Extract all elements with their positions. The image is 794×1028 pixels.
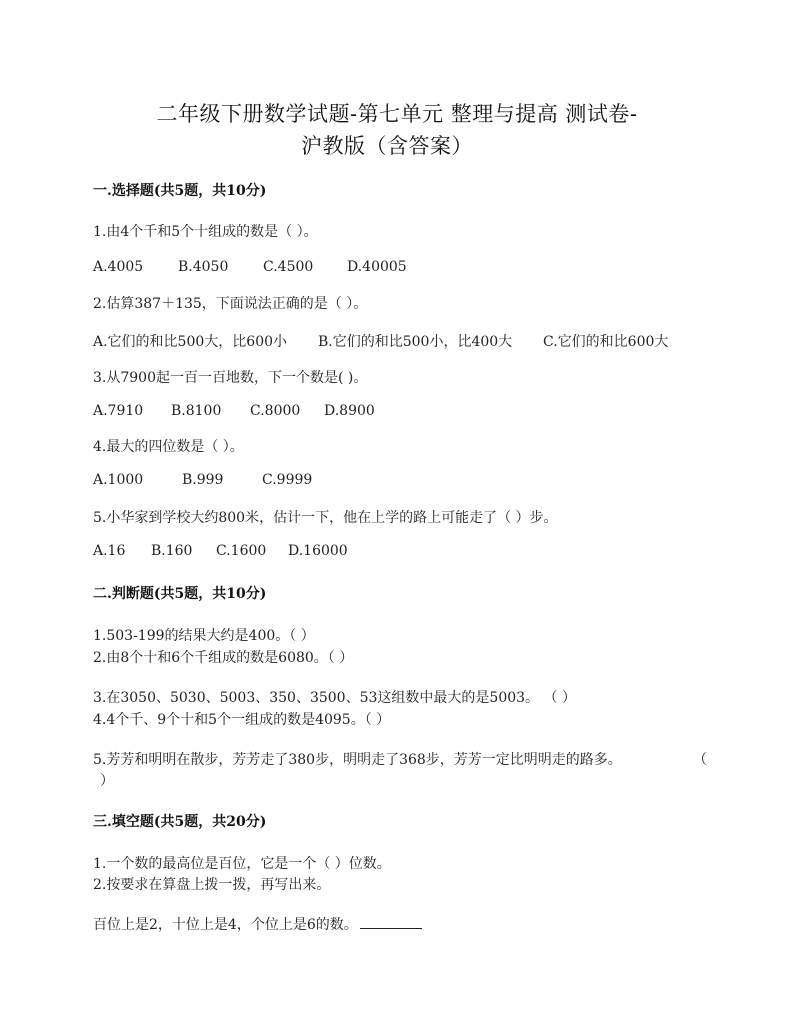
fill-item-2-sub [93,914,422,934]
option: C.4500 [263,259,314,275]
option: A.16 [93,543,126,559]
judge-item-1: 1.503-199的结果大约是400。（ ） [93,628,315,644]
judge-item-5: 5.芳芳和明明在散步，芳芳走了380步，明明走了368步，芳芳一定比明明走的路多。 [93,752,622,768]
judge-item-3: 3.在3050、5030、5003、350、3500、53这组数中最大的是5003。 （ ） [93,690,576,706]
section3-heading: 三.填空题(共5题，共20分) [93,814,267,830]
option: D.8900 [324,403,375,419]
question-2: 2.估算387＋135，下面说法正确的是（ ）。 [93,296,368,312]
question-5: 5.小华家到学校大约800米，估计一下，他在上学的路上可能走了（ ）步。 [93,510,558,526]
option: C.1600 [216,543,267,559]
judge-item-5-paren-open: （ [693,752,707,768]
question-1: 1.由4个千和5个十组成的数是（ ）。 [93,224,318,240]
option: B.4050 [178,259,229,275]
option: B.999 [182,472,224,488]
option: C.9999 [262,472,313,488]
option: A.它们的和比500大，比600小 [93,334,288,350]
section1-heading: 一.选择题(共5题，共10分) [93,183,267,199]
question-4: 4.最大的四位数是（ ）。 [93,439,244,455]
option: B.8100 [171,403,222,419]
option: C.它们的和比600大 [543,334,669,350]
exam-title-line2: 沪教版（含答案） [301,134,473,158]
exam-title-line1: 二年级下册数学试题-第七单元 整理与提高 测试卷- [156,102,638,126]
answer-blank[interactable] [360,914,422,929]
option: B.它们的和比500小，比400大 [318,334,513,350]
fill-item-2: 2.按要求在算盘上拨一拨，再写出来。 [93,877,331,893]
option: A.7910 [93,403,144,419]
fill-item-1: 1.一个数的最高位是百位，它是一个（ ）位数。 [93,856,391,872]
option: D.16000 [288,543,348,559]
option: A.1000 [93,472,144,488]
option: D.40005 [347,259,407,275]
section2-heading: 二.判断题(共5题，共10分) [93,586,267,602]
option: B.160 [151,543,193,559]
option: C.8000 [250,403,301,419]
fill-item-2-sub-text: 百位上是2，十位上是4，个位上是6的数。 [93,917,358,933]
judge-item-5-paren-close: ） [100,773,114,789]
option: A.4005 [93,259,144,275]
judge-item-2: 2.由8个十和6个千组成的数是6080。（ ） [93,650,354,666]
judge-item-4: 4.4个千、9个十和5个一组成的数是4095。（ ） [93,712,391,728]
question-3: 3.从7900起一百一百地数，下一个数是( )。 [93,370,368,386]
